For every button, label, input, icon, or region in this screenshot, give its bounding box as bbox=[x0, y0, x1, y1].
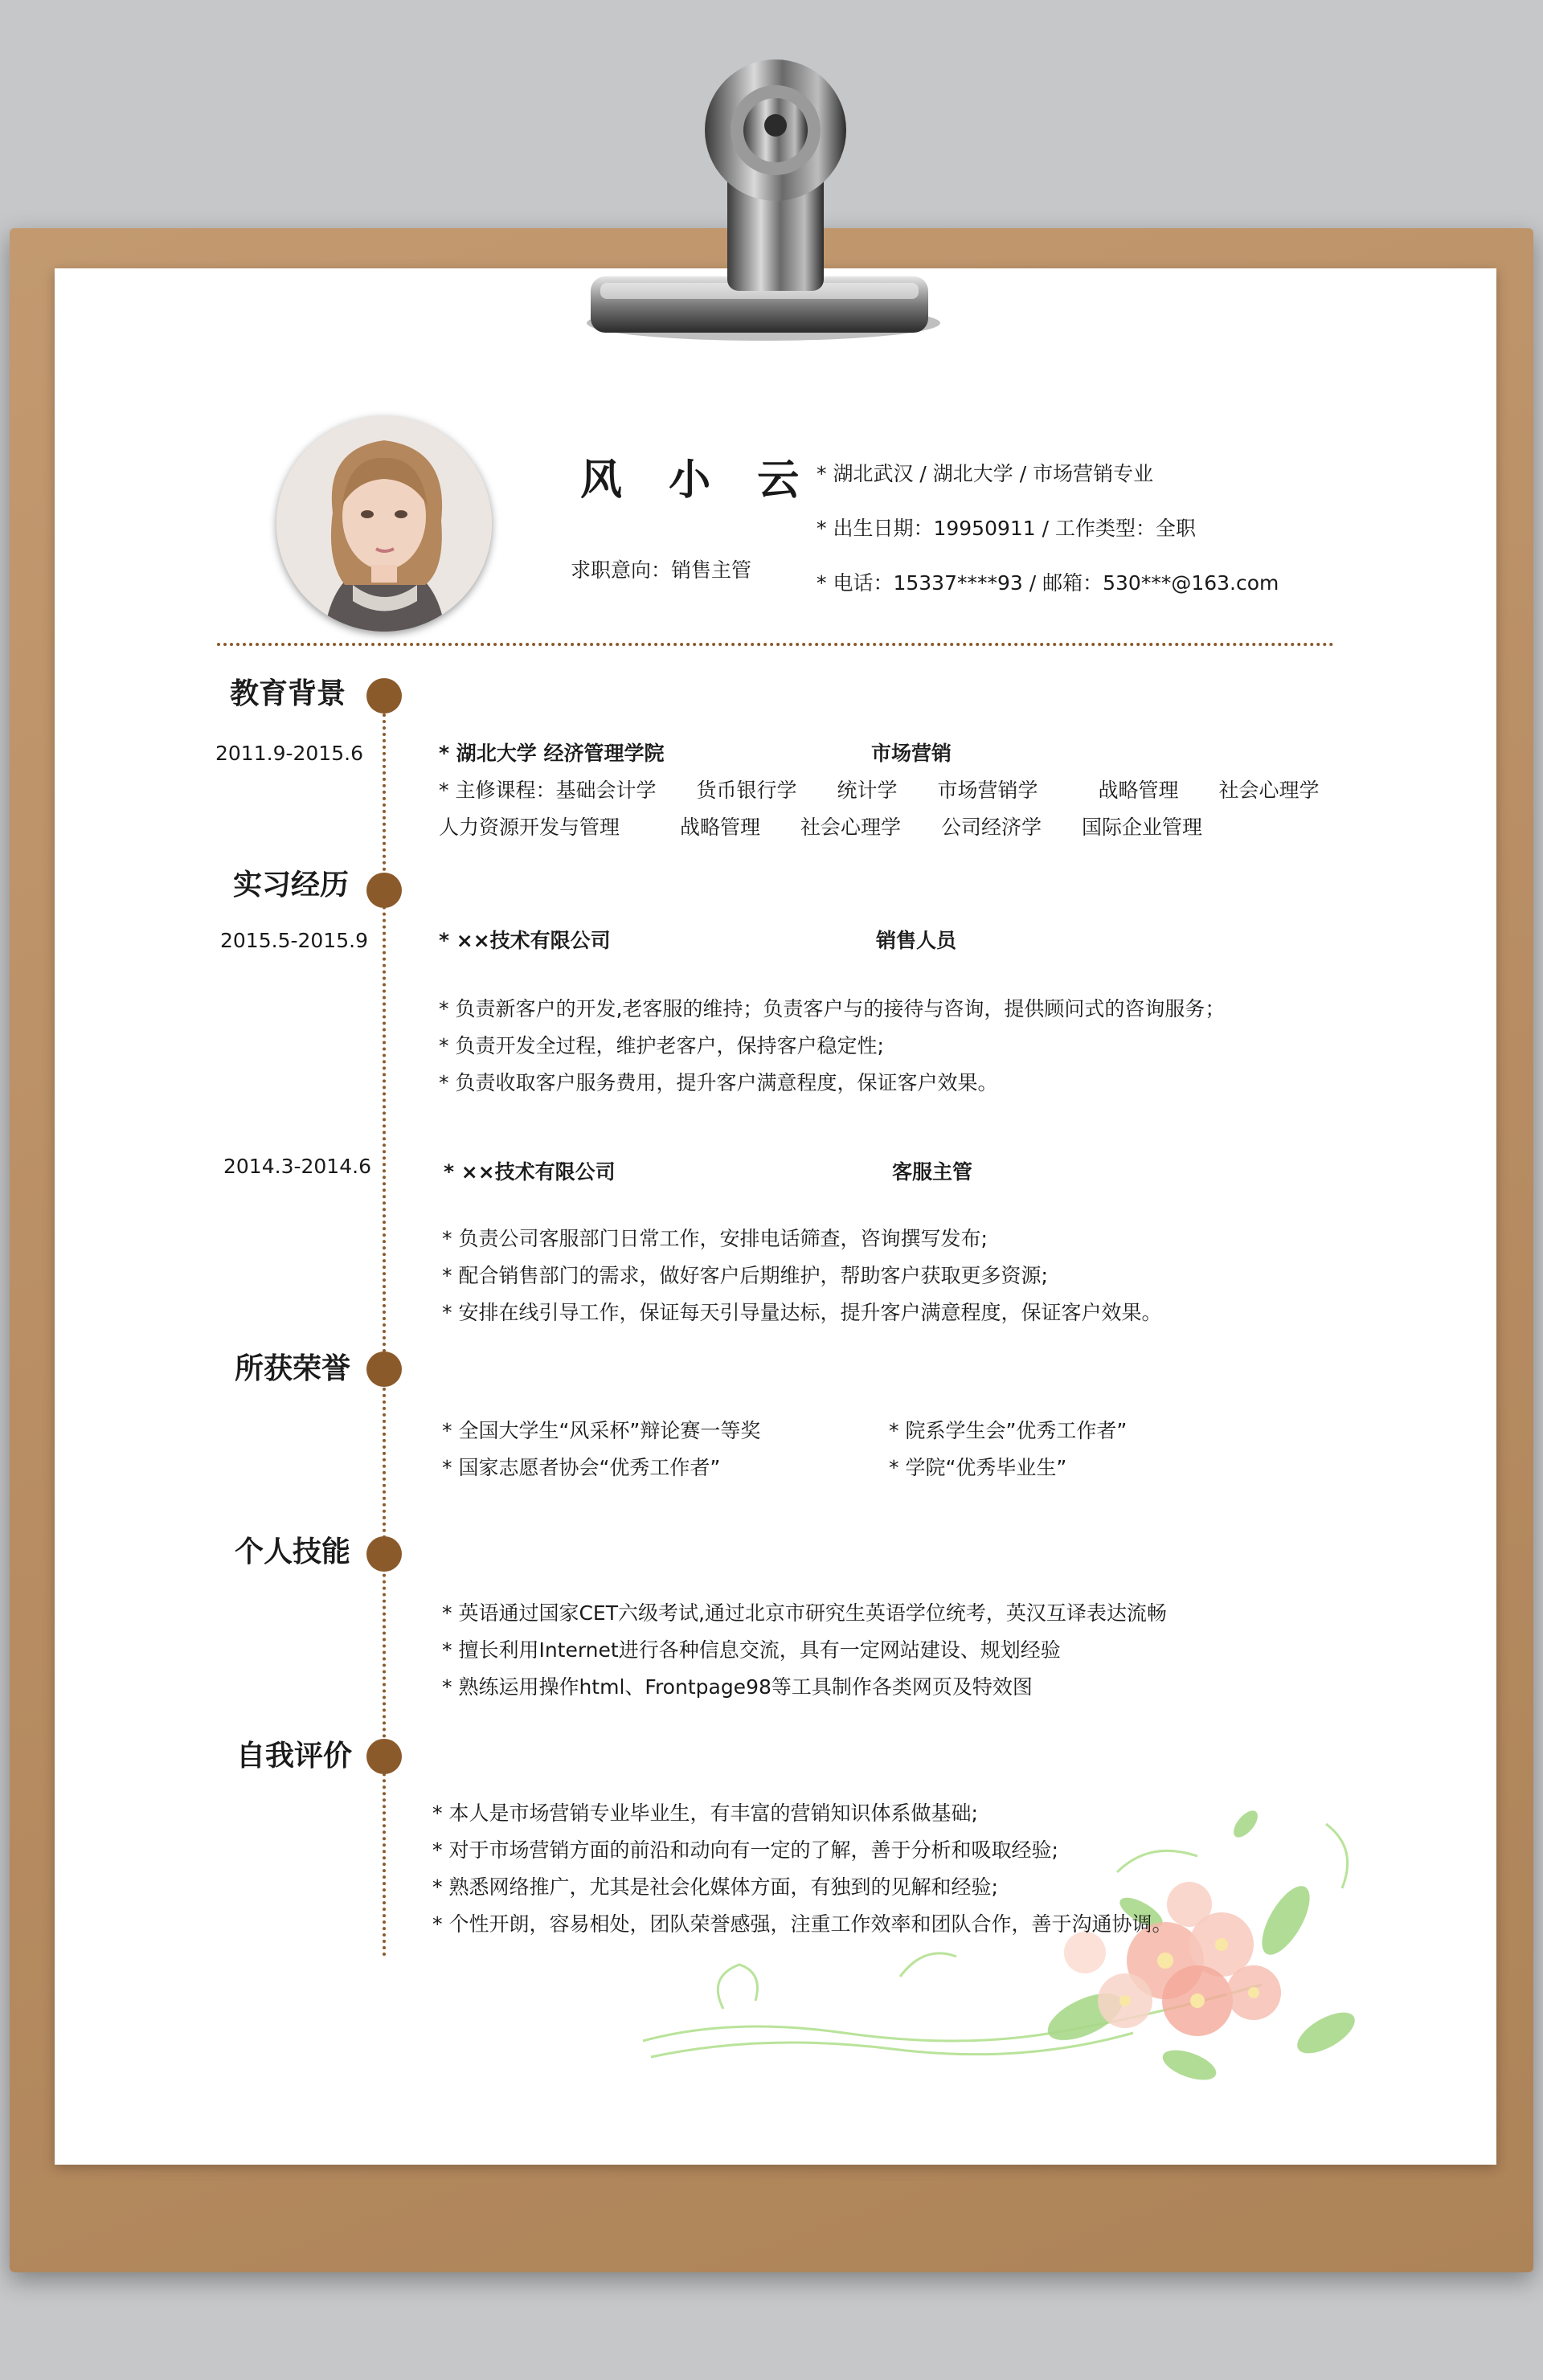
education-date: 2011.9-2015.6 bbox=[215, 742, 363, 765]
education-courses: * 主修课程：基础会计学 货币银行学 统计学 市场营销学 战略管理 社会心理学 bbox=[439, 779, 1320, 802]
self-eval-item: * 对于市场营销方面的前沿和动向有一定的了解，善于分析和吸取经验; bbox=[432, 1838, 1058, 1862]
job-item: * 负责公司客服部门日常工作，安排电话筛查，咨询撰写发布; bbox=[442, 1227, 988, 1250]
education-school: * 湖北大学 经济管理学院 bbox=[439, 742, 665, 765]
info-location: * 湖北武汉 / 湖北大学 / 市场营销专业 bbox=[817, 462, 1154, 485]
honor-item: * 国家志愿者协会“优秀工作者” bbox=[442, 1456, 721, 1479]
job-role: 销售人员 bbox=[876, 929, 957, 952]
job-item: * 配合销售部门的需求，做好客户后期维护，帮助客户获取更多资源; bbox=[442, 1264, 1048, 1287]
education-courses-cont: 人力资源开发与管理 战略管理 社会心理学 公司经济学 国际企业管理 bbox=[439, 816, 1203, 839]
self-eval-item: * 个性开朗，容易相处，团队荣誉感强，注重工作效率和团队合作，善于沟通协调。 bbox=[432, 1912, 1173, 1936]
job-date: 2014.3-2014.6 bbox=[223, 1155, 371, 1178]
info-contact: * 电话：15337****93 / 邮箱：530***@163.com bbox=[817, 571, 1279, 595]
section-title-education: 教育背景 bbox=[230, 677, 346, 710]
job-item: * 负责新客户的开发,老客服的维持；负责客户与的接待与咨询，提供顾问式的咨询服务； bbox=[439, 997, 1226, 1020]
self-eval-item: * 本人是市场营销专业毕业生，有丰富的营销知识体系做基础; bbox=[432, 1801, 978, 1825]
job-item: * 安排在线引导工作，保证每天引导量达标，提升客户满意程度，保证客户效果。 bbox=[442, 1301, 1162, 1324]
job-role: 客服主管 bbox=[892, 1160, 973, 1184]
section-title-internship: 实习经历 bbox=[233, 869, 350, 902]
resume-name: 风 小 云 bbox=[580, 456, 816, 505]
section-title-self-evaluation: 自我评价 bbox=[236, 1740, 353, 1773]
job-item: * 负责开发全过程，维护老客户，保持客户稳定性; bbox=[439, 1034, 884, 1057]
job-item: * 负责收取客户服务费用，提升客户满意程度，保证客户效果。 bbox=[439, 1071, 998, 1094]
skill-item: * 英语通过国家CET六级考试,通过北京市研究生英语学位统考，英汉互译表达流畅 bbox=[442, 1601, 1167, 1625]
timeline-dot bbox=[366, 1739, 402, 1774]
job-date: 2015.5-2015.9 bbox=[220, 929, 368, 952]
timeline-dot bbox=[366, 1352, 402, 1387]
honor-item: * 全国大学生“风采杯”辩论赛一等奖 bbox=[442, 1419, 761, 1442]
section-title-honors: 所获荣誉 bbox=[235, 1352, 351, 1385]
avatar-photo bbox=[276, 416, 492, 632]
timeline-dot bbox=[366, 1536, 402, 1572]
education-major: 市场营销 bbox=[871, 742, 952, 765]
job-objective: 求职意向：销售主管 bbox=[571, 558, 752, 582]
section-title-skills: 个人技能 bbox=[235, 1536, 351, 1568]
header-divider bbox=[217, 643, 1334, 646]
info-birth: * 出生日期：19950911 / 工作类型：全职 bbox=[817, 517, 1197, 540]
avatar bbox=[276, 416, 492, 632]
self-eval-item: * 熟悉网络推广，尤其是社会化媒体方面，有独到的见解和经验; bbox=[432, 1875, 998, 1899]
binder-clip-icon bbox=[575, 50, 944, 355]
timeline-dot bbox=[366, 678, 402, 714]
job-company: * ××技术有限公司 bbox=[439, 929, 611, 952]
honor-item: * 学院“优秀毕业生” bbox=[889, 1456, 1067, 1479]
job-company: * ××技术有限公司 bbox=[444, 1160, 616, 1184]
timeline-dot bbox=[366, 873, 402, 908]
skill-item: * 擅长利用Internet进行各种信息交流，具有一定网站建设、规划经验 bbox=[442, 1638, 1061, 1662]
honor-item: * 院系学生会”优秀工作者” bbox=[889, 1419, 1128, 1442]
skill-item: * 熟练运用操作html、Frontpage98等工具制作各类网页及特效图 bbox=[442, 1675, 1033, 1699]
